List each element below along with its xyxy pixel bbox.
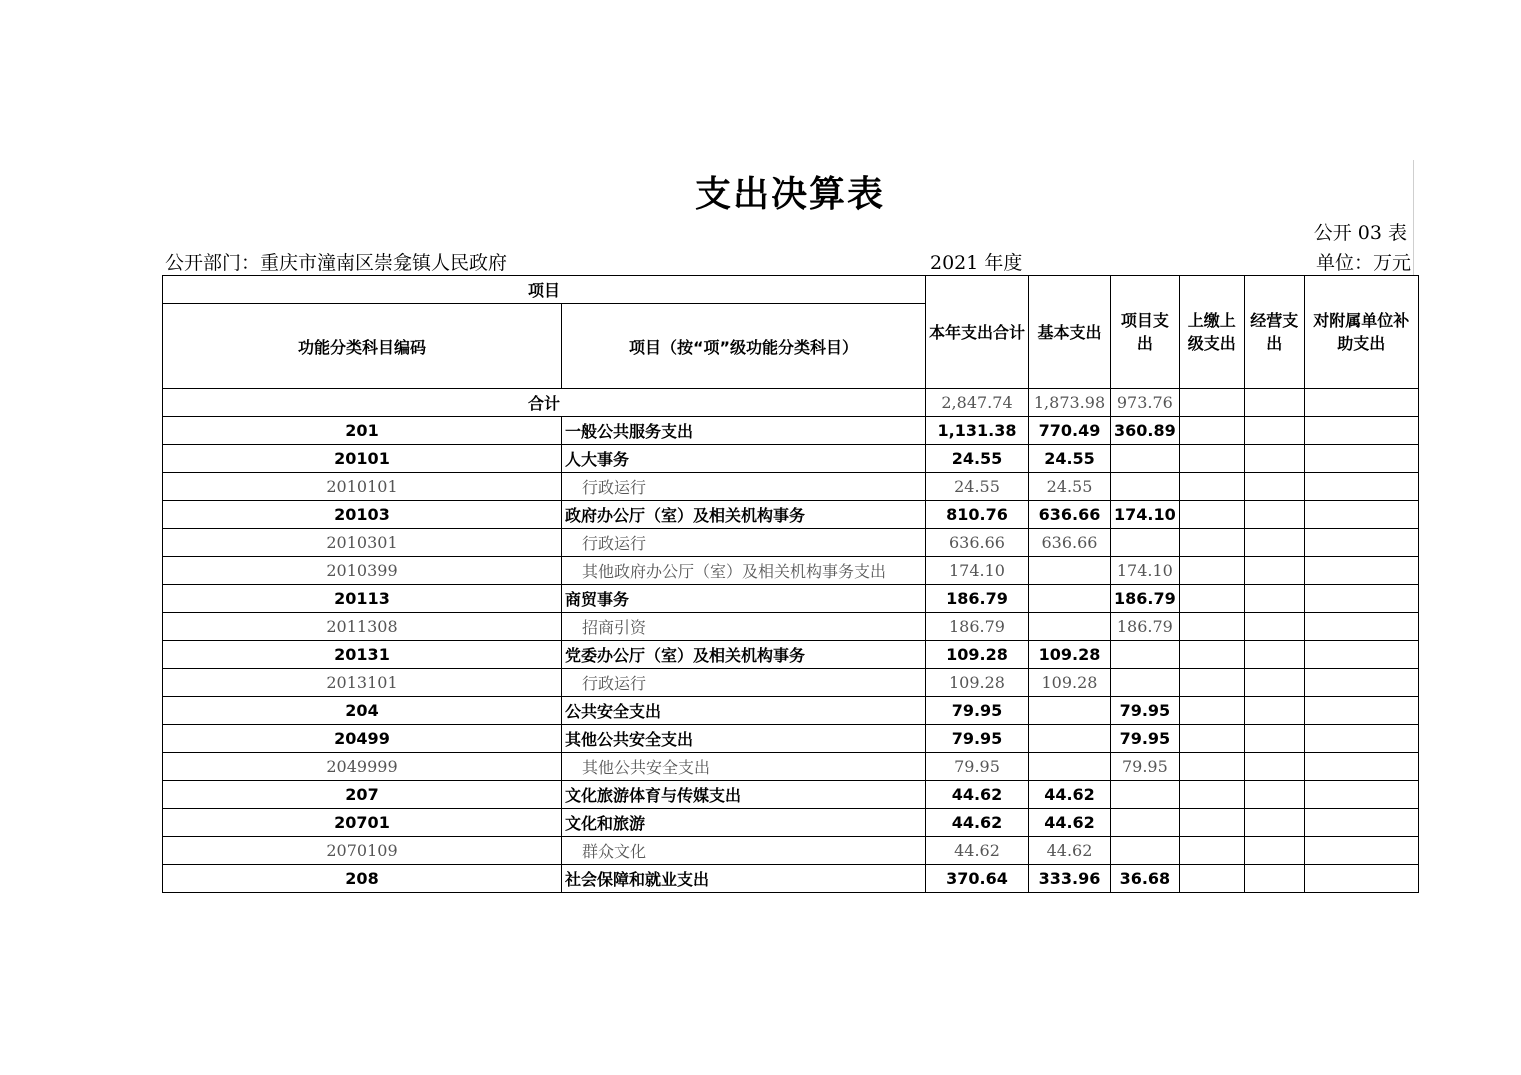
row-code: 2013101	[163, 669, 562, 697]
header-item: 项目（按“项”级功能分类科目）	[562, 304, 926, 389]
header-project: 项目支出	[1111, 276, 1180, 389]
row-business	[1244, 473, 1304, 501]
row-subsidy	[1304, 445, 1418, 473]
row-basic: 44.62	[1029, 837, 1111, 865]
total-project: 973.76	[1111, 389, 1180, 417]
row-subsidy	[1304, 753, 1418, 781]
row-project: 174.10	[1111, 501, 1180, 529]
row-item-name: 招商引资	[562, 613, 926, 641]
row-upper	[1179, 753, 1244, 781]
row-basic	[1029, 557, 1111, 585]
row-basic: 770.49	[1029, 417, 1111, 445]
row-code: 201	[163, 417, 562, 445]
unit-label: 单位：万元	[1315, 252, 1411, 274]
table-row	[163, 501, 1419, 529]
row-code: 20103	[163, 501, 562, 529]
row-project: 360.89	[1111, 417, 1180, 445]
row-total: 186.79	[926, 585, 1029, 613]
row-subsidy	[1304, 725, 1418, 753]
row-code: 20113	[163, 585, 562, 613]
row-subsidy	[1304, 641, 1418, 669]
header-code: 功能分类科目编码	[163, 304, 562, 389]
row-upper	[1179, 417, 1244, 445]
row-total: 1,131.38	[926, 417, 1029, 445]
row-upper	[1179, 865, 1244, 893]
row-subsidy	[1304, 837, 1418, 865]
row-item-name: 其他政府办公厅（室）及相关机构事务支出	[562, 557, 926, 585]
fiscal-year: 2021 年度	[930, 252, 1023, 274]
row-total: 810.76	[926, 501, 1029, 529]
row-code: 2070109	[163, 837, 562, 865]
total-amount: 2,847.74	[926, 389, 1029, 417]
department-label: 公开部门：重庆市潼南区崇龛镇人民政府	[165, 252, 508, 274]
row-basic	[1029, 753, 1111, 781]
header-subsidy: 对附属单位补助支出	[1304, 276, 1418, 389]
row-total: 370.64	[926, 865, 1029, 893]
row-project	[1111, 641, 1180, 669]
row-business	[1244, 557, 1304, 585]
total-upper	[1179, 389, 1244, 417]
row-upper	[1179, 473, 1244, 501]
row-subsidy	[1304, 417, 1418, 445]
row-business	[1244, 697, 1304, 725]
row-total: 79.95	[926, 725, 1029, 753]
row-basic: 24.55	[1029, 473, 1111, 501]
row-total: 44.62	[926, 781, 1029, 809]
row-total: 44.62	[926, 837, 1029, 865]
table-row	[163, 837, 1419, 865]
row-project: 174.10	[1111, 557, 1180, 585]
row-business	[1244, 865, 1304, 893]
row-code: 2010301	[163, 529, 562, 557]
row-project	[1111, 473, 1180, 501]
row-total: 636.66	[926, 529, 1029, 557]
row-business	[1244, 641, 1304, 669]
row-business	[1244, 669, 1304, 697]
row-code: 208	[163, 865, 562, 893]
table-row	[163, 529, 1419, 557]
table-row	[163, 585, 1419, 613]
row-item-name: 群众文化	[562, 837, 926, 865]
row-basic: 109.28	[1029, 669, 1111, 697]
total-business	[1244, 389, 1304, 417]
table-row	[163, 809, 1419, 837]
row-subsidy	[1304, 697, 1418, 725]
row-upper	[1179, 669, 1244, 697]
row-upper	[1179, 641, 1244, 669]
row-subsidy	[1304, 865, 1418, 893]
row-project: 186.79	[1111, 613, 1180, 641]
row-basic: 24.55	[1029, 445, 1111, 473]
table-row	[163, 753, 1419, 781]
header-total: 本年支出合计	[926, 276, 1029, 389]
row-subsidy	[1304, 529, 1418, 557]
row-project: 186.79	[1111, 585, 1180, 613]
total-subsidy	[1304, 389, 1418, 417]
row-subsidy	[1304, 585, 1418, 613]
header-project-group: 项目	[163, 276, 926, 304]
row-subsidy	[1304, 473, 1418, 501]
row-subsidy	[1304, 669, 1418, 697]
row-code: 2049999	[163, 753, 562, 781]
row-upper	[1179, 725, 1244, 753]
row-project	[1111, 445, 1180, 473]
row-subsidy	[1304, 781, 1418, 809]
table-row	[163, 865, 1419, 893]
row-basic: 636.66	[1029, 501, 1111, 529]
row-subsidy	[1304, 501, 1418, 529]
row-upper	[1179, 809, 1244, 837]
row-business	[1244, 613, 1304, 641]
row-project: 79.95	[1111, 725, 1180, 753]
row-item-name: 政府办公厅（室）及相关机构事务	[562, 501, 926, 529]
row-business	[1244, 585, 1304, 613]
row-project: 79.95	[1111, 697, 1180, 725]
row-item-name: 文化和旅游	[562, 809, 926, 837]
row-item-name: 社会保障和就业支出	[562, 865, 926, 893]
row-code: 2011308	[163, 613, 562, 641]
row-total: 24.55	[926, 445, 1029, 473]
row-upper	[1179, 445, 1244, 473]
row-total: 109.28	[926, 641, 1029, 669]
row-item-name: 其他公共安全支出	[562, 725, 926, 753]
row-item-name: 行政运行	[562, 529, 926, 557]
expenditure-table	[162, 275, 1419, 893]
row-item-name: 行政运行	[562, 669, 926, 697]
table-row	[163, 445, 1419, 473]
table-number: 公开 03 表	[1313, 222, 1407, 244]
page-title: 支出决算表	[694, 174, 885, 215]
row-basic: 636.66	[1029, 529, 1111, 557]
row-basic: 44.62	[1029, 781, 1111, 809]
row-item-name: 行政运行	[562, 473, 926, 501]
row-upper	[1179, 781, 1244, 809]
row-business	[1244, 445, 1304, 473]
page-edge-line	[1413, 160, 1414, 275]
row-business	[1244, 753, 1304, 781]
row-business	[1244, 781, 1304, 809]
row-business	[1244, 725, 1304, 753]
row-project	[1111, 837, 1180, 865]
row-upper	[1179, 501, 1244, 529]
row-basic	[1029, 725, 1111, 753]
row-code: 20701	[163, 809, 562, 837]
row-total: 79.95	[926, 753, 1029, 781]
row-item-name: 公共安全支出	[562, 697, 926, 725]
row-upper	[1179, 557, 1244, 585]
table-row	[163, 697, 1419, 725]
total-label: 合计	[163, 389, 926, 417]
table-row	[163, 557, 1419, 585]
row-business	[1244, 809, 1304, 837]
row-business	[1244, 417, 1304, 445]
row-code: 2010101	[163, 473, 562, 501]
row-code: 20499	[163, 725, 562, 753]
row-project	[1111, 529, 1180, 557]
row-project	[1111, 809, 1180, 837]
row-upper	[1179, 529, 1244, 557]
row-total: 79.95	[926, 697, 1029, 725]
row-project	[1111, 669, 1180, 697]
row-basic	[1029, 613, 1111, 641]
row-upper	[1179, 697, 1244, 725]
row-total: 44.62	[926, 809, 1029, 837]
row-project	[1111, 781, 1180, 809]
row-code: 2010399	[163, 557, 562, 585]
row-total: 174.10	[926, 557, 1029, 585]
table-row	[163, 725, 1419, 753]
row-upper	[1179, 837, 1244, 865]
row-code: 20131	[163, 641, 562, 669]
row-basic: 44.62	[1029, 809, 1111, 837]
row-basic	[1029, 697, 1111, 725]
row-basic	[1029, 585, 1111, 613]
table-row	[163, 417, 1419, 445]
table-row	[163, 781, 1419, 809]
row-project: 36.68	[1111, 865, 1180, 893]
row-total: 109.28	[926, 669, 1029, 697]
row-code: 20101	[163, 445, 562, 473]
row-project: 79.95	[1111, 753, 1180, 781]
table-row	[163, 613, 1419, 641]
total-row	[163, 389, 1419, 417]
row-total: 24.55	[926, 473, 1029, 501]
row-subsidy	[1304, 557, 1418, 585]
row-item-name: 其他公共安全支出	[562, 753, 926, 781]
table-row	[163, 669, 1419, 697]
row-subsidy	[1304, 809, 1418, 837]
row-item-name: 商贸事务	[562, 585, 926, 613]
row-basic: 333.96	[1029, 865, 1111, 893]
header-business: 经营支出	[1244, 276, 1304, 389]
row-upper	[1179, 585, 1244, 613]
row-upper	[1179, 613, 1244, 641]
row-business	[1244, 837, 1304, 865]
row-item-name: 文化旅游体育与传媒支出	[562, 781, 926, 809]
row-item-name: 一般公共服务支出	[562, 417, 926, 445]
header-basic: 基本支出	[1029, 276, 1111, 389]
row-business	[1244, 529, 1304, 557]
table-row	[163, 641, 1419, 669]
row-business	[1244, 501, 1304, 529]
row-total: 186.79	[926, 613, 1029, 641]
row-basic: 109.28	[1029, 641, 1111, 669]
row-subsidy	[1304, 613, 1418, 641]
row-code: 204	[163, 697, 562, 725]
row-code: 207	[163, 781, 562, 809]
row-item-name: 党委办公厅（室）及相关机构事务	[562, 641, 926, 669]
header-upper: 上缴上级支出	[1179, 276, 1244, 389]
row-item-name: 人大事务	[562, 445, 926, 473]
total-basic: 1,873.98	[1029, 389, 1111, 417]
table-row	[163, 473, 1419, 501]
